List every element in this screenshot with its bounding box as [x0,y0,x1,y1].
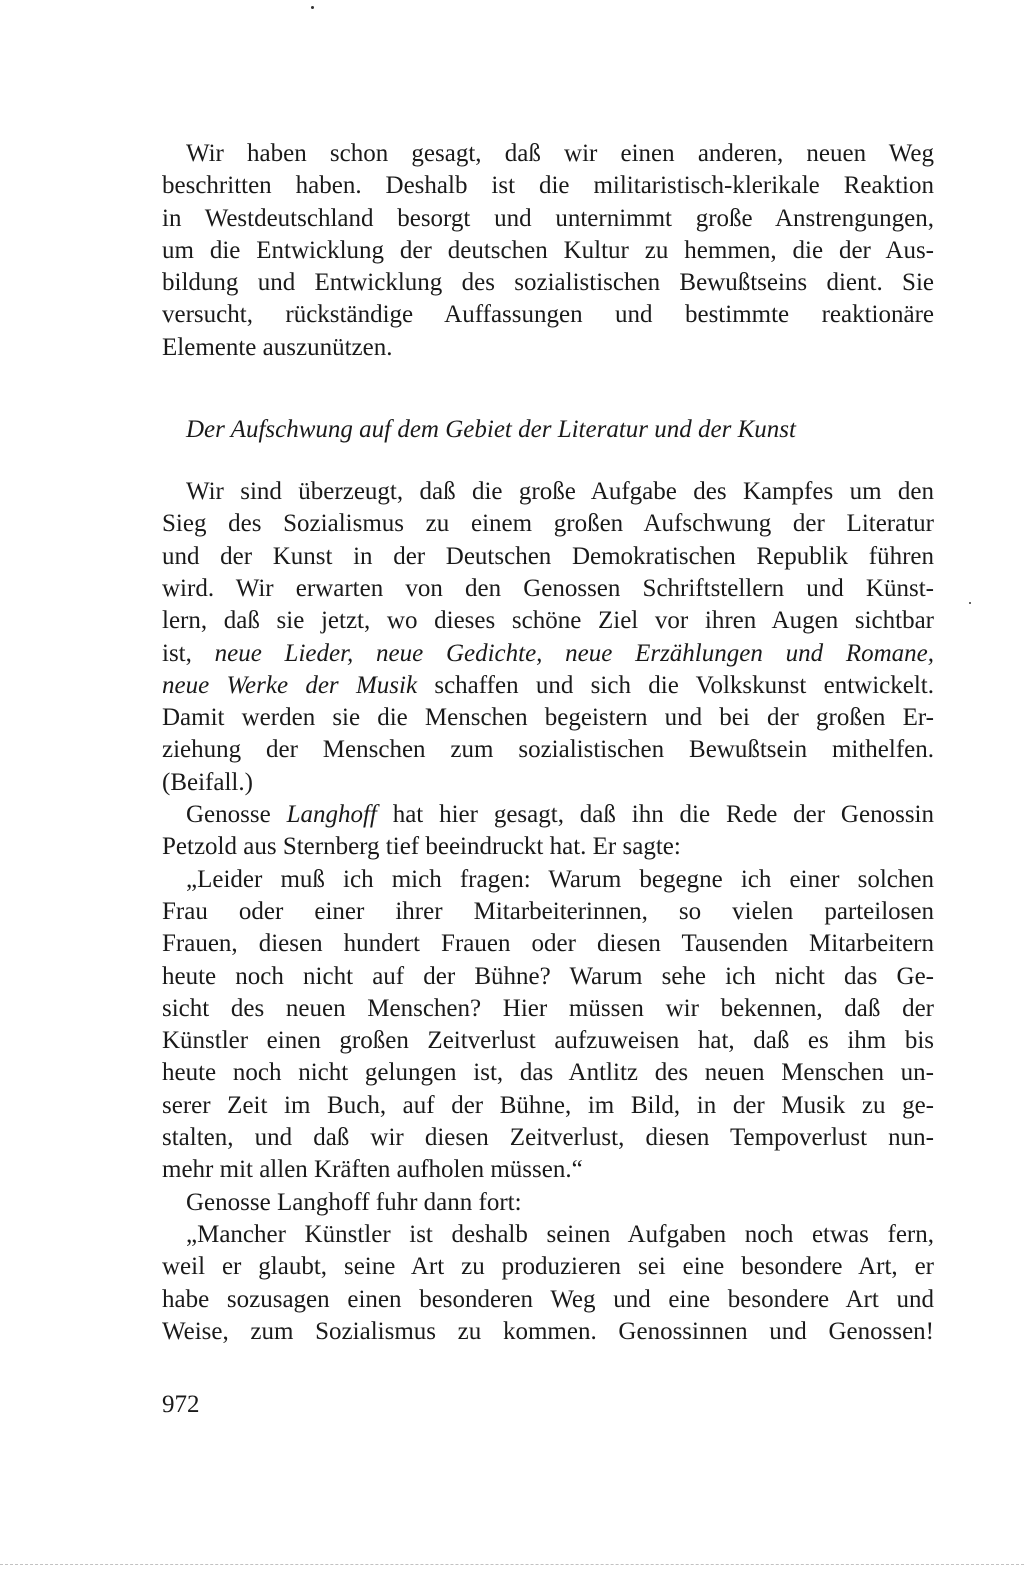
text-line: Genosse Langhoff fuhr dann fort: [186,1188,522,1216]
text-run: Genosse [186,801,287,829]
paragraph-4 [162,1187,934,1219]
text-line: (Beifall.) [162,768,253,796]
text-line [162,670,934,702]
text-line: Frau oder einer ihrer Mitarbeiterinnen, so vielen parteilosen [162,897,934,925]
text-line: serer Zeit im Buch, auf der Bühne, im Bild, in der Musik zu ge- [162,1091,934,1119]
page-number: 972 [162,1391,200,1418]
text-line: Sieg des Sozialismus zu einem großen Aufschwung der Literatur [162,510,934,538]
text-line: Petzold aus Sternberg tief beeindruckt hat. Er sagte: [162,833,681,861]
text-line: heute noch nicht auf der Bühne? Warum sehe ich nicht das Ge- [162,962,934,990]
text-line: weil er glaubt, seine Art zu produzieren sei eine besondere Art, er [162,1253,934,1281]
paragraph-1 [162,138,934,364]
text-line: wird. Wir erwarten von den Genossen Schriftstellern und Künst- [162,574,934,602]
text-line [162,799,934,831]
text-line: Künstler einen großen Zeitverlust aufzuweisen hat, daß es ihm bis [162,1027,934,1055]
text-line: „Mancher Künstler ist deshalb seinen Aufgaben noch etwas fern, [186,1220,934,1248]
text-line: Frauen, diesen hundert Frauen oder diesen Tausenden Mitarbeitern [162,930,934,958]
text-run: ist, [162,639,215,667]
text-line [162,638,934,670]
page-body [162,138,934,1348]
section-heading: Der Aufschwung auf dem Gebiet der Literatur und der Kunst [186,416,796,444]
text-line: Wir sind überzeugt, daß die große Aufgabe des Kampfes um den [186,478,934,506]
text-line: lern, daß sie jetzt, wo dieses schöne Ziel vor ihren Augen sichtbar [162,607,934,635]
text-line: beschritten haben. Deshalb ist die militaristisch-klerikale Reaktion [162,172,934,200]
text-line: stalten, und daß wir diesen Zeitverlust, diesen Tempoverlust nun- [162,1124,934,1152]
text-line: und der Kunst in der Deutschen Demokratischen Republik führen [162,542,934,570]
text-line: Elemente auszunützen. [162,333,393,361]
quote-2 [162,1219,934,1348]
scan-edge-line [0,1564,1024,1567]
text-line: versucht, rückständige Auffassungen und bestimmte reaktionäre [162,301,934,329]
text-line: Damit werden sie die Menschen begeistern und bei der großen Er- [162,704,934,732]
paragraph-2 [162,476,934,799]
scan-speck [969,602,971,604]
text-line: „Leider muß ich mich fragen: Warum begegne ich einer solchen [186,865,934,893]
text-line: sicht des neuen Menschen? Hier müssen wir bekennen, daß der [162,994,934,1022]
text-run: schaffen und sich die Volkskunst entwickelt. [417,671,934,699]
paragraph-3 [162,799,934,864]
scan-speck [311,6,314,9]
text-line: um die Entwicklung der deutschen Kultur zu hemmen, die der Aus- [162,236,934,264]
text-line: Weise, zum Sozialismus zu kommen. Genossinnen und Genossen! [162,1317,934,1345]
italic-run: neue Werke der Musik [162,671,418,699]
text-line: bildung und Entwicklung des sozialistischen Bewußtseins dient. Sie [162,269,934,297]
text-line: heute noch nicht gelungen ist, das Antlitz des neuen Menschen un- [162,1059,934,1087]
quote-1 [162,864,934,1187]
italic-run: Langhoff [286,801,377,829]
text-line: in Westdeutschland besorgt und unternimmt große Anstrengungen, [162,204,934,232]
italic-run: neue Lieder, neue Gedichte, neue Erzählungen und Romane, [214,639,934,667]
text-line: habe sozusagen einen besonderen Weg und eine besondere Art und [162,1285,934,1313]
text-line: ziehung der Menschen zum sozialistischen Bewußtsein mithelfen. [162,736,934,764]
text-line: Wir haben schon gesagt, daß wir einen anderen, neuen Weg [186,140,934,167]
text-run: hat hier gesagt, daß ihn die Rede der Genossin [376,801,934,829]
text-line: mehr mit allen Kräften aufholen müssen.“ [162,1156,583,1184]
